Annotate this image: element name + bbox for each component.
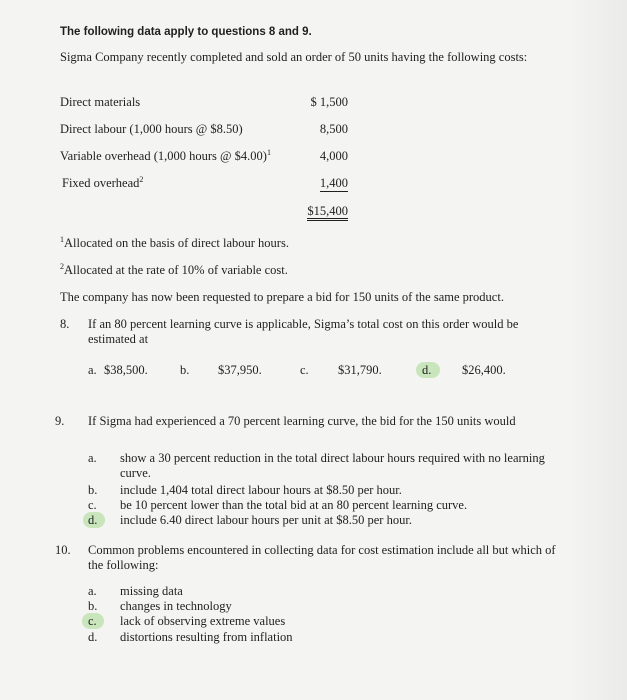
cost-value-fixed-overhead: 1,400 bbox=[319, 176, 348, 190]
option-text[interactable]: $31,790. bbox=[338, 363, 382, 377]
option-text[interactable]: include 1,404 total direct labour hours at $8.50 per hour. bbox=[120, 483, 402, 497]
option-text[interactable]: be 10 percent lower than the total bid at an 80 percent learning curve. bbox=[120, 498, 468, 512]
footnote-ref-1: 1 bbox=[266, 147, 271, 157]
option-letter[interactable]: b. bbox=[180, 363, 190, 377]
option-text[interactable]: include 6.40 direct labour hours per unit at $8.50 per hour. bbox=[120, 513, 412, 527]
footnote-1: $^1$Allocated on the basis of direct labour hours. bbox=[60, 234, 289, 250]
footnote-2: $^2$Allocated at the rate of 10% of variable cost. bbox=[60, 261, 288, 277]
option-text[interactable]: $38,500. bbox=[104, 363, 148, 377]
bid-request-text: The company has now been requested to prepare a bid for 150 units of the same product. bbox=[60, 290, 504, 304]
option-letter[interactable]: a. bbox=[88, 451, 97, 465]
option-letter[interactable]: a. bbox=[88, 363, 97, 377]
cost-label-direct-materials: Direct materials bbox=[60, 95, 141, 109]
cost-value-variable-overhead: 4,000 bbox=[319, 149, 348, 163]
option-letter[interactable]: a. bbox=[88, 584, 97, 598]
question-text: If an 80 percent learning curve is applicable, Sigma’s total cost on this order would be estimated at bbox=[88, 317, 519, 346]
question-number: 10. bbox=[55, 543, 71, 557]
option-text[interactable]: $26,400. bbox=[462, 363, 506, 377]
option-letter[interactable]: b. bbox=[88, 483, 98, 497]
question-number: 9. bbox=[55, 414, 65, 428]
question-text: Common problems encountered in collecting data for cost estimation include all but which of the following: bbox=[88, 543, 556, 572]
cost-label-variable-overhead: Variable overhead (1,000 hours @ $4.00)$^1$ bbox=[60, 147, 271, 163]
intro-paragraph: Sigma Company recently completed and sold an order of 50 units having the following costs: bbox=[60, 50, 528, 64]
option-letter[interactable]: d. bbox=[422, 363, 432, 377]
option-text[interactable]: missing data bbox=[120, 584, 183, 598]
cost-label-fixed-overhead: Fixed overhead$^2$ bbox=[62, 174, 144, 190]
cost-total: $15,400 bbox=[290, 204, 348, 219]
option-text[interactable]: distortions resulting from inflation bbox=[120, 630, 293, 644]
option-letter[interactable]: c. bbox=[300, 363, 309, 377]
option-text[interactable]: changes in technology bbox=[120, 599, 232, 613]
option-letter[interactable]: d. bbox=[88, 630, 98, 644]
cost-value-direct-materials: $ 1,500 bbox=[310, 95, 348, 109]
option-text[interactable]: lack of observing extreme values bbox=[120, 614, 286, 628]
question-number: 8. bbox=[60, 317, 70, 331]
option-letter[interactable]: c. bbox=[88, 614, 97, 628]
option-letter[interactable]: c. bbox=[88, 498, 97, 512]
option-letter[interactable]: d. bbox=[88, 513, 98, 527]
option-letter[interactable]: b. bbox=[88, 599, 98, 613]
option-text[interactable]: $37,950. bbox=[218, 363, 262, 377]
question-text: If Sigma had experienced a 70 percent learning curve, the bid for the 150 units would bbox=[88, 414, 516, 428]
footnote-ref-2: 2 bbox=[139, 174, 144, 184]
option-text[interactable]: show a 30 percent reduction in the total direct labour hours required with no learning curve. bbox=[120, 451, 545, 480]
photo-shading bbox=[567, 0, 627, 700]
cost-label-direct-labour: Direct labour (1,000 hours @ $8.50) bbox=[60, 122, 243, 136]
section-header: The following data apply to questions 8 and 9. bbox=[60, 26, 312, 38]
cost-value-direct-labour: 8,500 bbox=[319, 122, 348, 136]
